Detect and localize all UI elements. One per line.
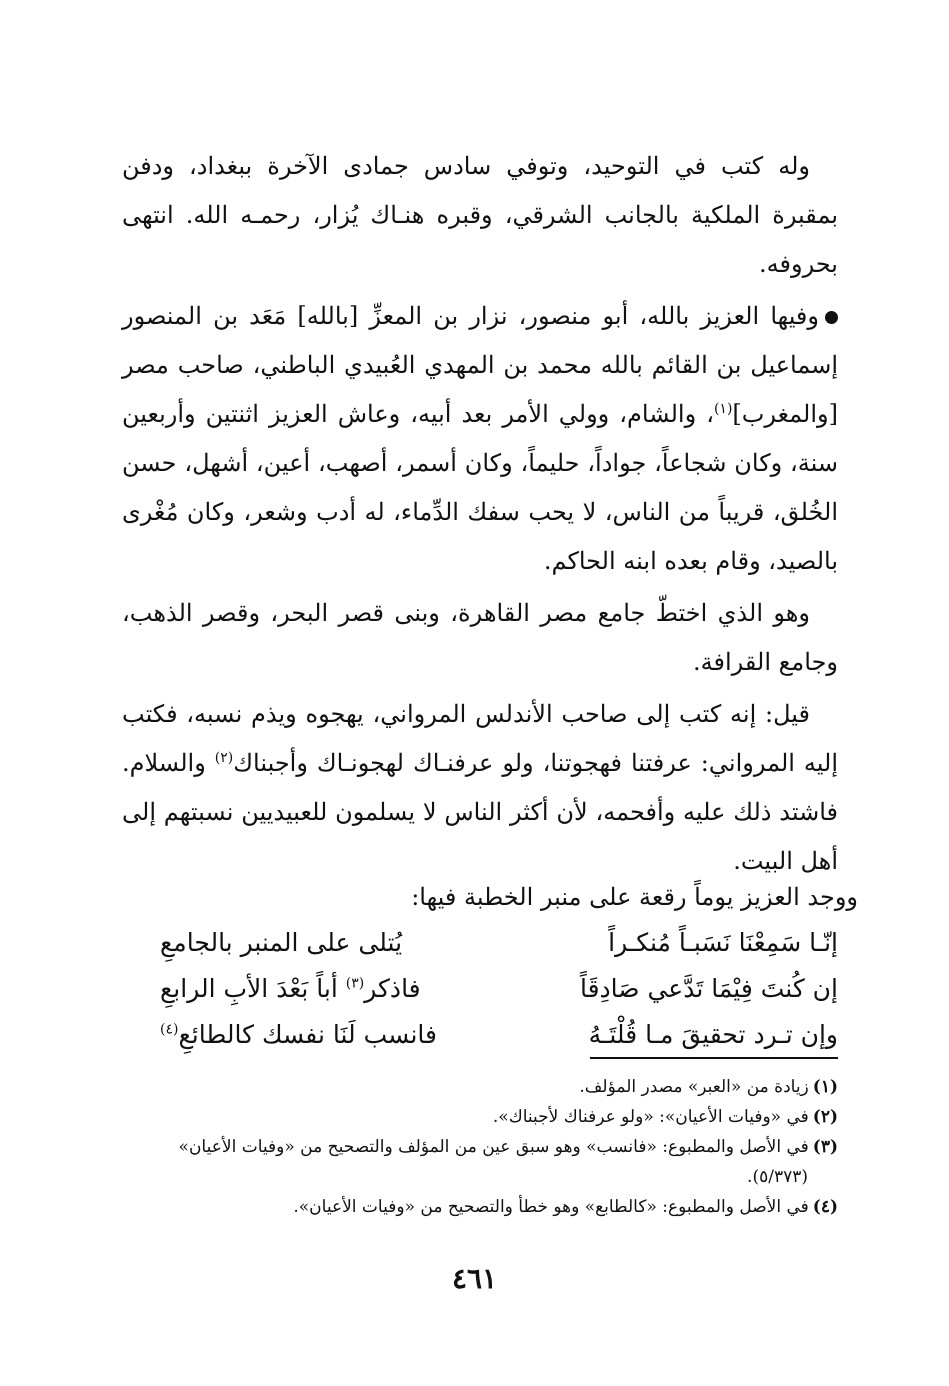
bullet-icon (825, 311, 838, 324)
paragraph-3 (122, 589, 838, 687)
footnote-2-number: (٢) (812, 1107, 838, 1127)
footnote-3-number: (٣) (812, 1137, 838, 1157)
verse-2-second-hemistich-post: أباً بَعْدَ الأبِ الرابعِ (160, 974, 346, 1003)
verse-1-first-hemistich: إنّـا سَمِعْنَا نَسَبـاً مُنكـراً (608, 928, 838, 957)
footnote-ref-4: (٤) (160, 1021, 179, 1038)
paragraph-4-text-b: والسلام. فاشتد ذلك عليه وأفحمه، لأن أكثر الناس لا يسلمون للعبيديين نسبتهم إلى أهل البيت. (122, 749, 838, 875)
verse-3 (160, 1012, 838, 1058)
poem-intro: ووجد العزيز يوماً رقعة على منبر الخطبة فيها: (411, 883, 858, 911)
paragraph-3-text: وهو الذي اختطّ جامع مصر القاهرة، وبنى قصر البحر، وقصر الذهب، وجامع القرافة. (122, 599, 838, 676)
verse-3-second-hemistich (160, 1012, 437, 1058)
footnotes (100, 1072, 838, 1222)
paragraph-2-text-a: وفيها العزيز بالله، أبو منصور، نزار بن المعزِّ [بالله] مَعَد بن المنصور إسماعيل بن القائم بالله محمد بن المهدي العُبيدي الباطني، صاحب مصر [والمغرب] (122, 302, 838, 428)
verse-2-second-hemistich-pre: فاذكر (364, 974, 421, 1003)
verse-1-second-hemistich: يُتلى على المنبر بالجامعِ (160, 928, 403, 957)
footnote-ref-2: (٢) (214, 750, 234, 766)
footnote-ref-3: (٣) (345, 975, 365, 992)
footnote-4-number: (٤) (812, 1197, 838, 1217)
verse-3-second-hemistich-text: فانسب لَنَا نفسك كالطائعِ (178, 1020, 437, 1049)
main-text (122, 142, 838, 886)
footnote-2-text: في «وفيات الأعيان»: «ولو عرفناك لأجبناك». (492, 1107, 809, 1127)
paragraph-4 (122, 690, 838, 886)
footnote-3-continuation: (٥/٣٧٣). (747, 1167, 808, 1187)
footnote-1-number: (١) (812, 1077, 838, 1097)
paragraph-2-text-b: ، والشام، وولي الأمر بعد أبيه، وعاش العزيز اثنتين وأربعين سنة، وكان شجاعاً، جواداً، حليماً، وكان أسمر، أصهب، أعين، أشهل، حسن الخُلق، قريباً من الناس، لا يحب سفك الدِّماء، له أدب وشعر، وكان مُغْرى بالصيد، وقام بعده ابنه الحاكم. (122, 400, 839, 575)
footnote-3-text: في الأصل والمطبوع: «فانسب» وهو سبق عين من المؤلف والتصحيح من «وفيات الأعيان» (178, 1137, 809, 1157)
paragraph-2 (122, 292, 838, 586)
footnote-ref-1: (١) (713, 401, 733, 417)
paragraph-4-text-a: قيل: إنه كتب إلى صاحب الأندلس المرواني، يهجوه ويذم نسبه، فكتب إليه المرواني: عرفتنا فهجوتنا، ولو عرفنـاك لهجونـاك وأجبناك (122, 700, 838, 777)
verse-2 (160, 966, 838, 1012)
paragraph-1 (122, 142, 838, 289)
footnote-1 (100, 1072, 838, 1102)
footnote-1-text: زيادة من «العبر» مصدر المؤلف. (579, 1077, 809, 1097)
verse-2-second-hemistich (160, 966, 421, 1012)
footnote-separator (590, 1057, 838, 1059)
paragraph-1-text: وله كتب في التوحيد، وتوفي سادس جمادى الآخرة ببغداد، ودفن بمقبرة الملكية بالجانب الشرقي، وقبره هنـاك يُزار، رحمـه الله. انتهى بحروفه. (122, 152, 838, 278)
verse-2-first-hemistich: إن كُنتَ فِيْمَا تَدَّعي صَادِقَاً (579, 974, 838, 1003)
page-number: ٤٦١ (451, 1262, 498, 1295)
footnote-4 (100, 1192, 838, 1222)
verse-3-first-hemistich: وإن تـرد تحقيقَ مـا قُلْتَـهُ (588, 1020, 838, 1049)
footnote-3 (100, 1132, 838, 1162)
footnote-2 (100, 1102, 838, 1132)
verse-1 (160, 920, 838, 966)
footnote-4-text: في الأصل والمطبوع: «كالطابع» وهو خطأ والتصحيح من «وفيات الأعيان». (293, 1197, 809, 1217)
